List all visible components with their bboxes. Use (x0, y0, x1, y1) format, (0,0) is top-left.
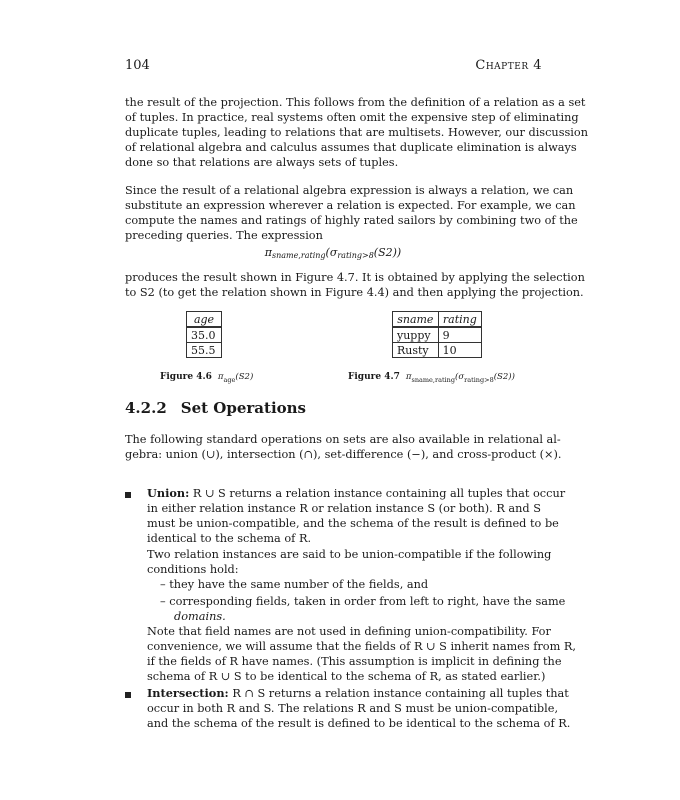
text-line: produces the result shown in Figure 4.7. It is obtained by applying the selection (125, 271, 585, 284)
text-line: of relational algebra and calculus assumes that duplicate elimination is always (125, 141, 577, 154)
text-line: R ∩ S returns a relation instance containing all tuples that (232, 687, 569, 700)
text-line: compute the names and ratings of highly rated sailors by combining two of the (125, 214, 578, 227)
table-cell: 10 (438, 343, 481, 358)
text-line: – corresponding fields, taken in order from left to right, have the same (160, 595, 566, 608)
text-line: of tuples. In practice, real systems often omit the expensive step of eliminating (125, 111, 579, 124)
text-line: convenience, we will assume that the fields of R ∪ S inherit names from R, (147, 640, 577, 653)
text-line: Two relation instances are said to be union-compatible if the following (147, 548, 552, 561)
section-number: 4.2.2 (125, 399, 167, 417)
text-line: done so that relations are always sets of tuples. (125, 156, 399, 169)
caption-label: Figure 4.6 (160, 372, 212, 382)
sigma-symbol: σ (329, 246, 338, 259)
caption-argument: (S2) (235, 372, 254, 382)
condition-item: – they have the same number of the fields, and (160, 578, 429, 591)
pi-symbol: π (405, 372, 412, 382)
text-line: and the schema of the result is defined to be identical to the schema of R. (147, 717, 571, 730)
table-figure-4-7 (392, 311, 482, 358)
chapter-header: Chapter 4 (475, 58, 542, 73)
pi-symbol: π (264, 246, 273, 259)
column-header-rating: rating (438, 312, 481, 328)
caption-argument: (S2)) (493, 372, 515, 382)
text-line: Note that field names are not used in defining union-compatibility. For (147, 625, 551, 638)
caption-subscript: sname,rating (411, 375, 455, 384)
caption-figure-4-7 (348, 372, 515, 384)
text-line: gebra: union (∪), intersection (∩), set-difference (−), and cross-product (×). (125, 448, 562, 461)
caption-label: Figure 4.7 (348, 372, 400, 382)
projection-expression: $\pi_{sname,rating}(\sigma_{rating>8}(S2))$ (264, 246, 402, 260)
text-line: conditions hold: (147, 563, 239, 576)
section-heading (125, 399, 306, 417)
term-union: Union: (147, 486, 190, 500)
table-cell: yuppy (393, 327, 439, 343)
paragraph-figure-reference (125, 270, 585, 300)
text-line: preceding queries. The expression (125, 229, 323, 242)
table-figure-4-6 (186, 311, 222, 358)
caption-subscript: rating>8 (464, 375, 494, 384)
text-line: identical to the schema of R. (147, 532, 312, 545)
text-line: must be union-compatible, and the schema of the result is defined to be (147, 517, 559, 530)
text-line: Since the result of a relational algebra expression is always a relation, we can (125, 184, 574, 197)
table-cell: 55.5 (187, 343, 222, 358)
intersection-definition (147, 686, 571, 731)
term-intersection: Intersection: (147, 686, 229, 700)
text-line: The following standard operations on sets are also available in relational al- (125, 433, 561, 446)
sigma-subscript: rating>8 (337, 251, 374, 260)
paragraph-set-operations (125, 432, 562, 462)
text-line: schema of R ∪ S to be identical to the schema of R, as stated earlier.) (147, 670, 546, 683)
union-compatible-definition (147, 547, 552, 577)
union-note (147, 624, 577, 684)
text-line: the result of the projection. This follows from the definition of a relation as a set (125, 96, 586, 109)
column-header-sname: sname (393, 312, 439, 328)
paragraph-substitution (125, 183, 578, 243)
expression-argument: (S2)) (373, 246, 402, 259)
text-line: domains. (174, 610, 226, 623)
text-line: occur in both R and S. The relations R and S must be union-compatible, (147, 702, 559, 715)
text-line: to S2 (to get the relation shown in Figure 4.4) and then applying the projection. (125, 286, 584, 299)
condition-item (160, 594, 566, 624)
text-line: R ∪ S returns a relation instance containing all tuples that occur (192, 487, 566, 500)
table-cell: 9 (438, 327, 481, 343)
bullet-icon (125, 492, 131, 498)
column-header-age: age (187, 312, 222, 328)
table-cell: Rusty (393, 343, 439, 358)
paragraph-projection-result (125, 95, 588, 170)
bullet-icon (125, 692, 131, 698)
text-line: in either relation instance R or relation instance S (or both). R and S (147, 502, 541, 515)
sigma-symbol: (σ (455, 372, 465, 382)
pi-subscript: sname,rating (272, 251, 326, 260)
text-line: if the fields of R have names. (This assumption is implicit in defining the (147, 655, 562, 668)
caption-subscript: age (223, 375, 236, 384)
union-definition (147, 486, 566, 546)
caption-figure-4-6 (160, 372, 253, 384)
section-title: Set Operations (180, 399, 306, 417)
text-line: substitute an expression wherever a relation is expected. For example, we can (125, 199, 576, 212)
pi-symbol: π (217, 372, 224, 382)
page-number: 104 (125, 58, 150, 73)
table-cell: 35.0 (187, 327, 222, 343)
text-line: duplicate tuples, leading to relations that are multisets. However, our discussion (125, 126, 588, 139)
